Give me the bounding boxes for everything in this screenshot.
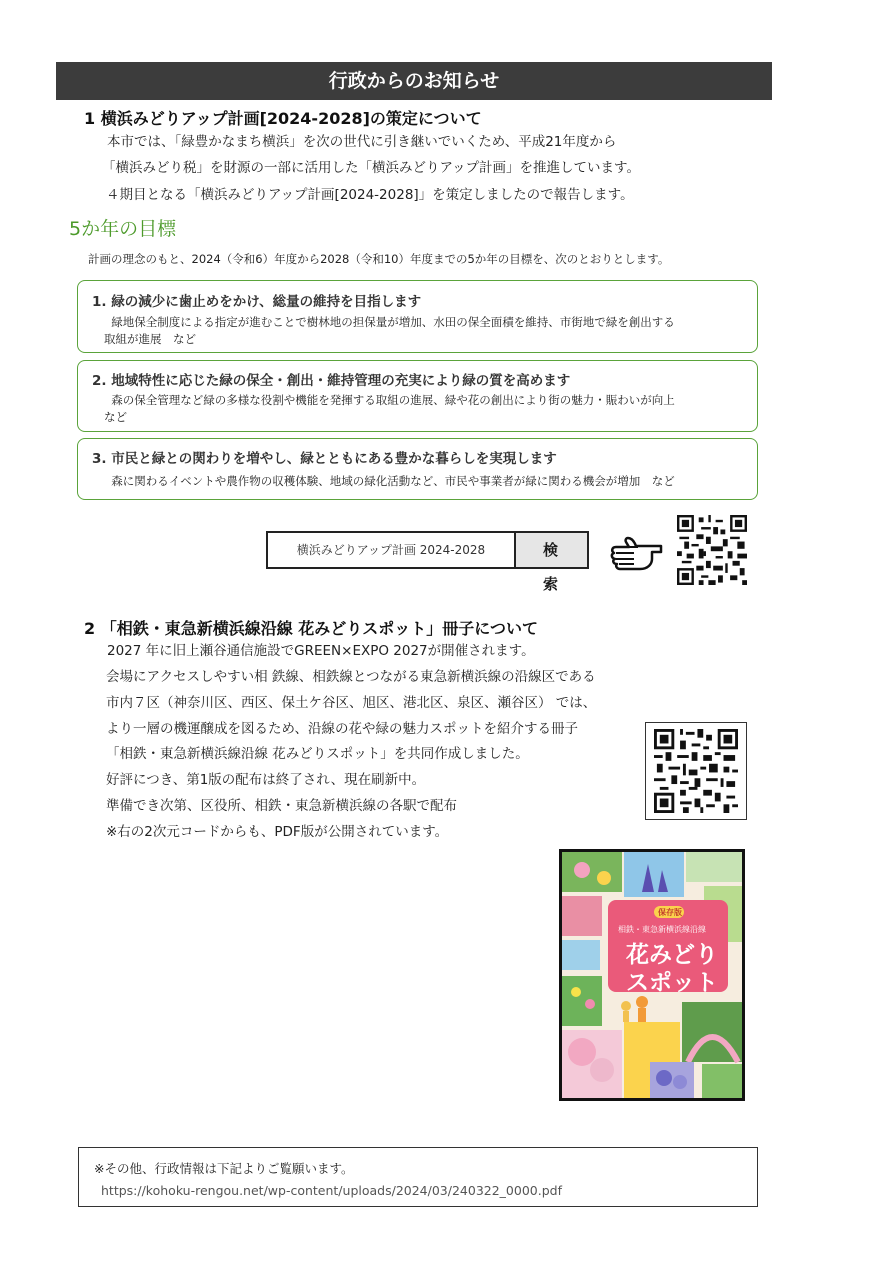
section2-title: 2 「相鉄・東急新横浜線沿線 花みどりスポット」冊子について (84, 619, 538, 638)
search-input[interactable]: 横浜みどりアップ計画 2024-2028 (296, 543, 486, 557)
section2-line-5: 「相鉄・東急新横浜線沿線 花みどりスポット」を共同作成しました。 (106, 746, 529, 762)
goals-heading: 5か年の目標 (69, 218, 177, 240)
footer-link[interactable]: https://kohoku-rengou.net/wp-content/uploads/2024/03/240322_0000.pdf (101, 1183, 562, 1198)
section1-line-2: 「横浜みどり税」を財源の一部に活用した「横浜みどりアップ計画」を推進しています。 (102, 160, 640, 176)
goal-title-2: 2. 地域特性に応じた緑の保全・創出・維持管理の充実により緑の質を高めます (92, 373, 571, 389)
footer-note: ※その他、行政情報は下記よりご覧願います。 (94, 1161, 354, 1176)
section2-line-6: 好評につき、第1版の配布は終了され、現在刷新中。 (106, 772, 426, 788)
goal-desc-2: 森の保全管理など緑の多様な役割や機能を発揮する取組の進展、緑や花の創出により街の魅力・賑わいが向上 など (104, 393, 675, 424)
goal-card-1 (77, 280, 758, 353)
goal-desc-3: 森に関わるイベントや農作物の収穫体験、地域の緑化活動など、市民や事業者が緑に関わる機会が増加 など (104, 474, 675, 488)
goal-title-3: 3. 市民と緑との関わりを増やし、緑とともにある豊かな暮らしを実現します (92, 451, 557, 467)
section2-line-1: 2027 年に旧上瀬谷通信施設でGREEN×EXPO 2027が開催されます。 (107, 643, 535, 659)
qr-code-icon (677, 515, 747, 585)
brochure-title-line2: スポット (626, 970, 718, 996)
brochure-title-line1: 花みどり (626, 942, 718, 968)
section1-title: 1 横浜みどりアップ計画[2024-2028]の策定について (84, 109, 482, 128)
search-box[interactable] (266, 531, 589, 593)
goal-card-3 (77, 438, 758, 500)
section2-line-7: 準備でき次第、区役所、相鉄・東急新横浜線の各駅で配布 (106, 798, 457, 814)
section2-line-3: 市内７区（神奈川区、西区、保土ケ谷区、旭区、港北区、泉区、瀬谷区） では、 (106, 695, 597, 711)
section2-line-8: ※右の2次元コードからも、PDF版が公開されています。 (106, 824, 449, 840)
section2-line-4: より一層の機運醸成を図るため、沿線の花や緑の魅力スポットを紹介する冊子 (106, 721, 578, 737)
section1-line-1: 本市では、「緑豊かなまち横浜」を次の世代に引き継いでいくため、平成21年度から (107, 134, 617, 150)
brochure-cover-image (559, 849, 745, 1101)
brochure-badge: 保存版 (658, 908, 682, 917)
goals-intro: 計画の理念のもと、2024（令和6）年度から2028（令和10）年度までの5か年の目標を、次のとおりとします。 (88, 252, 670, 266)
pointing-hand-icon (608, 532, 664, 572)
search-button[interactable]: 検 索 (514, 533, 587, 567)
goal-desc-1: 緑地保全制度による指定が進むことで樹林地の担保量が増加、水田の保全面積を維持、市街地で緑を創出する 取組が進展 など (104, 315, 675, 346)
goal-title-1: 1. 緑の減少に歯止めをかけ、総量の維持を目指します (92, 294, 422, 310)
goal-card-2 (77, 360, 758, 432)
brochure-qr-frame (645, 722, 747, 820)
brochure-subtitle: 相鉄・東急新横浜線沿線 (618, 925, 706, 934)
qr-code-icon (652, 729, 740, 813)
footer-box (78, 1147, 758, 1207)
page-title: 行政からのお知らせ (56, 62, 772, 100)
section2-line-2: 会場にアクセスしやすい相 鉄線、相鉄線とつながる東急新横浜線の沿線区である (106, 669, 596, 685)
section1-line-3: ４期目となる「横浜みどりアップ計画[2024-2028]」を策定しましたので報告します。 (106, 187, 634, 203)
